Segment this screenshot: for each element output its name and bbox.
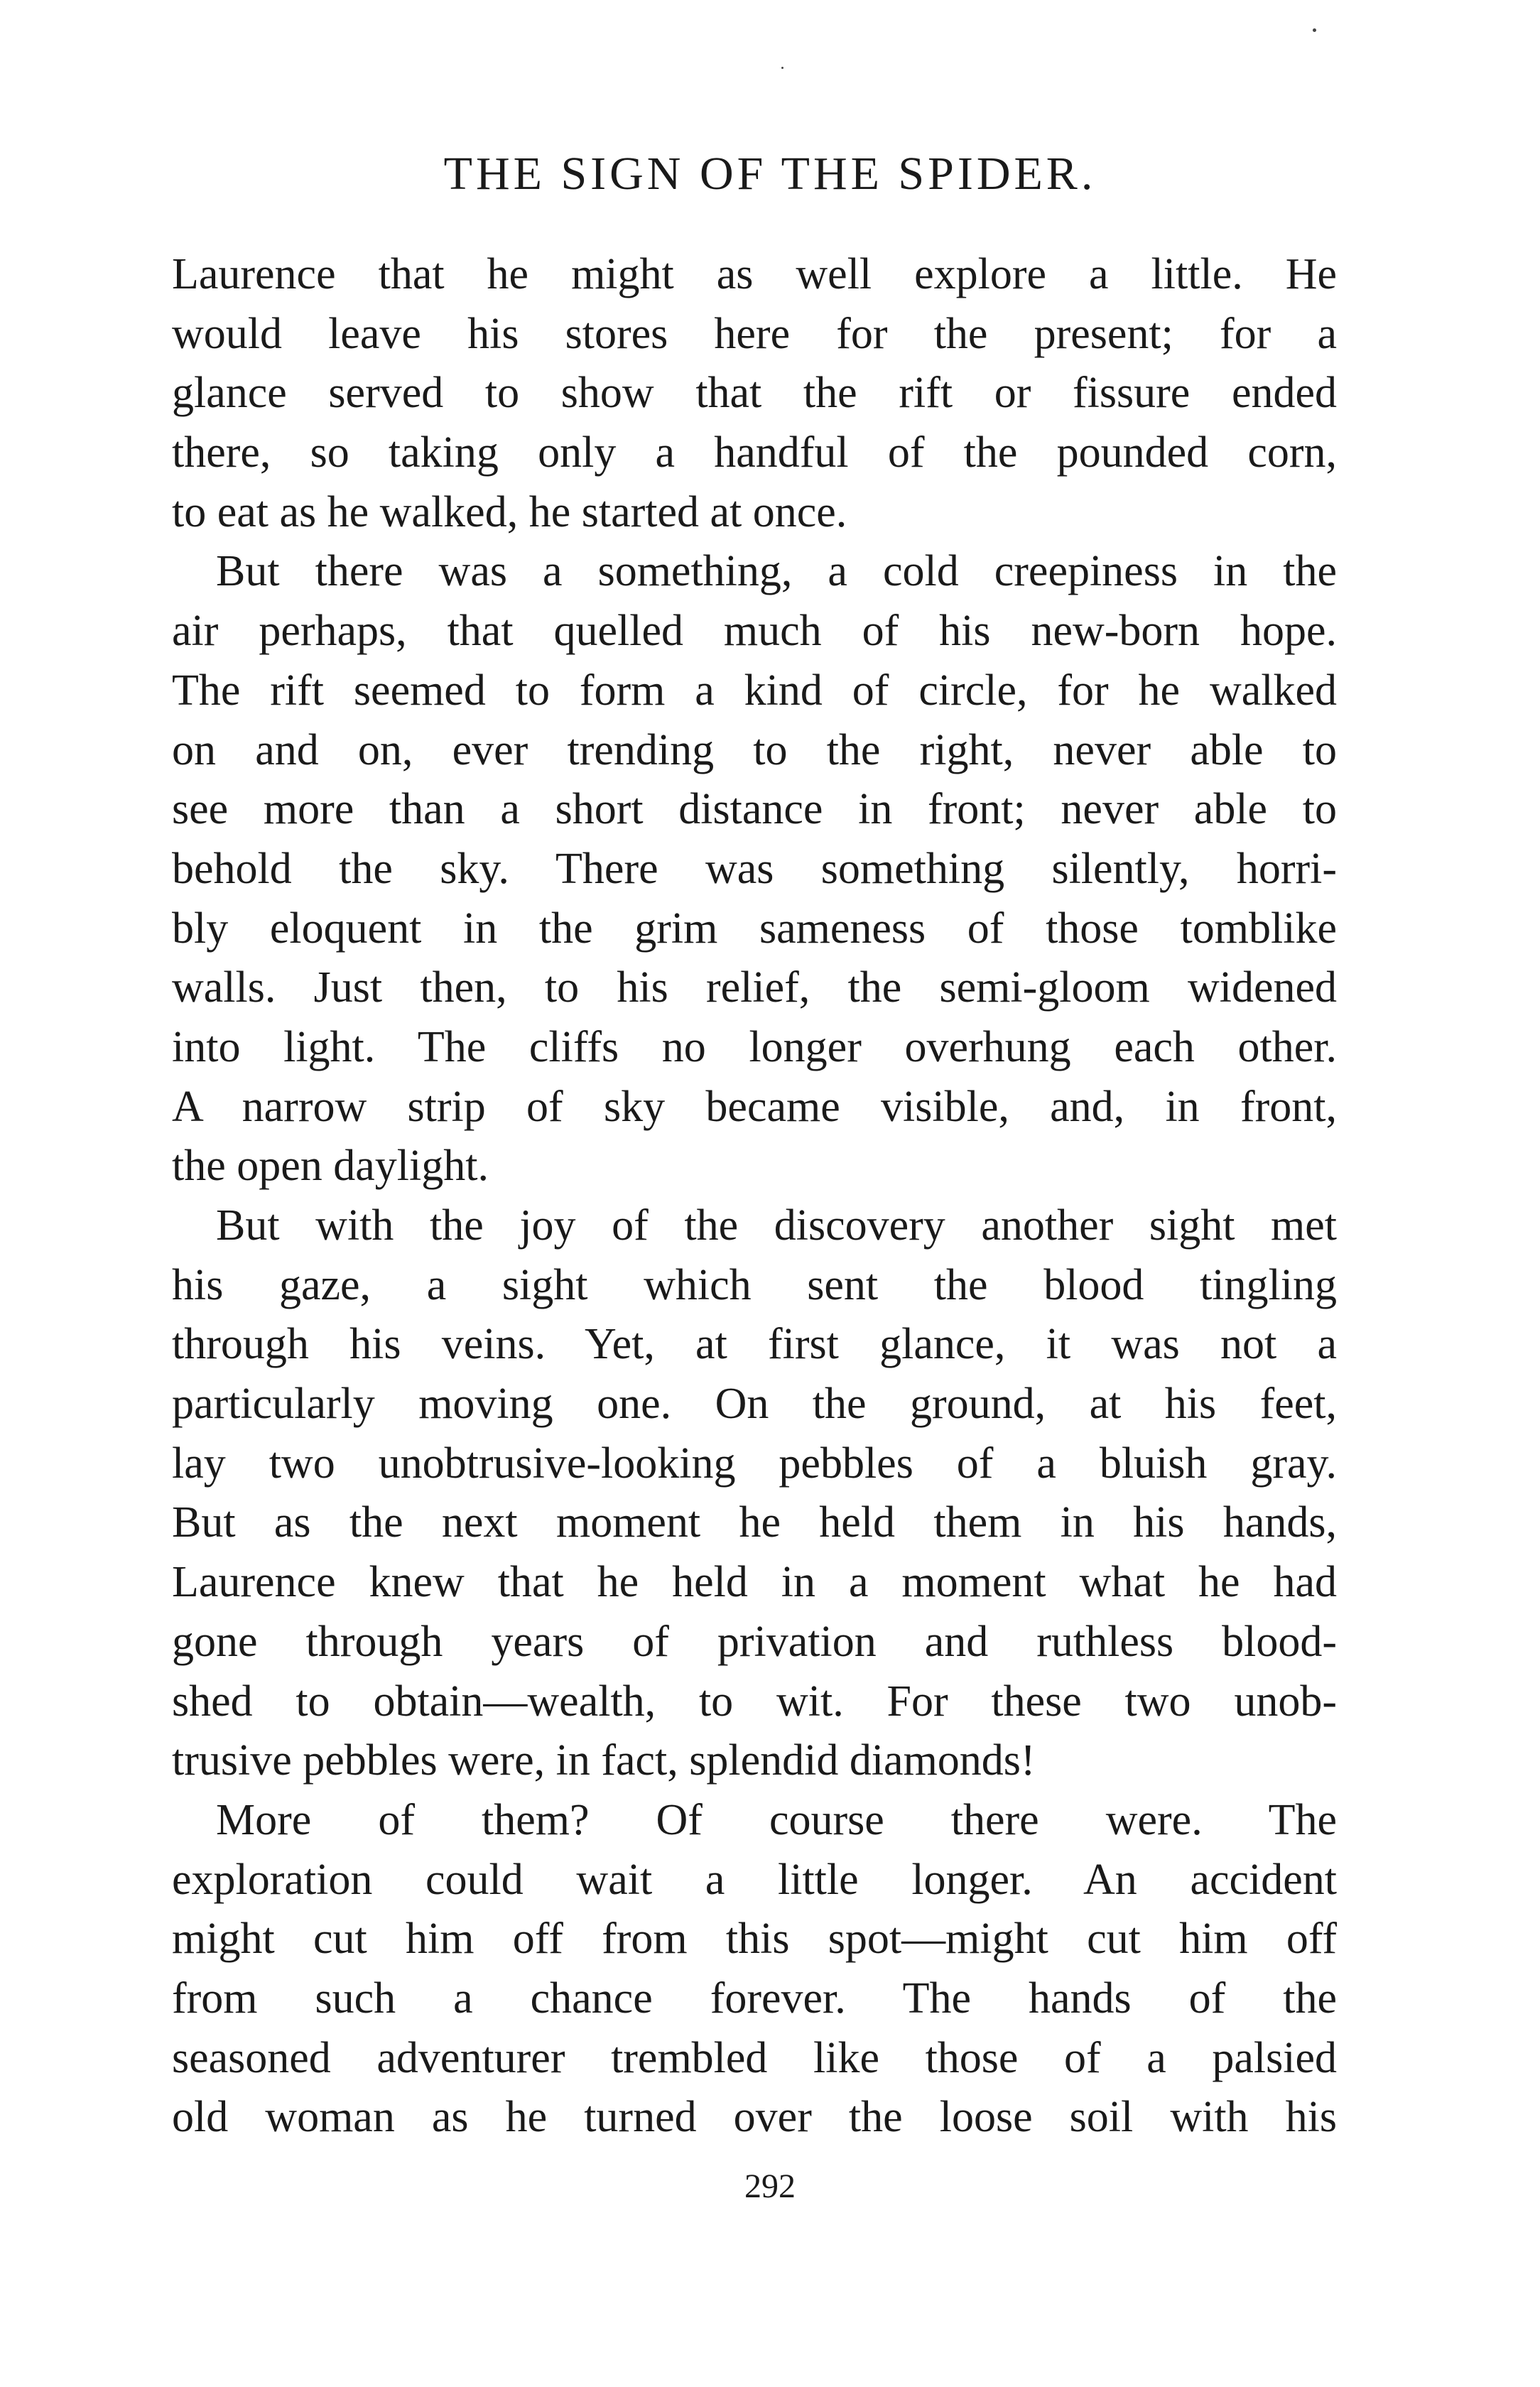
running-head: THE SIGN OF THE SPIDER.: [443, 148, 1097, 200]
text-line: Laurence knew that he held in a moment what he had: [172, 1558, 1337, 1607]
paragraph: [172, 1196, 1337, 1791]
text-line: But as the next moment he held them in his hands,: [172, 1498, 1337, 1547]
text-line: his gaze, a sight which sent the blood tingling: [172, 1260, 1337, 1309]
paragraph: [172, 542, 1337, 1196]
text-line: behold the sky. There was something silently, horri-: [172, 844, 1337, 893]
text-line: old woman as he turned over the loose soil with his: [172, 2093, 1337, 2142]
text-line: trusive pebbles were, in fact, splendid diamonds!: [172, 1736, 1036, 1785]
text-line: But there was a something, a cold creepiness in the: [216, 547, 1337, 596]
text-line: through his veins. Yet, at first glance, it was not a: [172, 1320, 1337, 1369]
body-text: [172, 245, 1337, 2148]
text-line: More of them? Of course there were. The: [216, 1795, 1337, 1844]
text-line: into light. The cliffs no longer overhung each other.: [172, 1022, 1337, 1071]
text-line: shed to obtain—wealth, to wit. For these two unob-: [172, 1677, 1337, 1726]
text-line: from such a chance forever. The hands of the: [172, 1974, 1337, 2023]
paragraph: [172, 1791, 1337, 2148]
text-line: the open daylight.: [172, 1142, 489, 1191]
page-number: 292: [744, 2167, 796, 2205]
scan-speck: [1313, 28, 1316, 32]
text-line: would leave his stores here for the present; for a: [172, 309, 1337, 358]
text-line: to eat as he walked, he started at once.: [172, 487, 847, 536]
text-line: A narrow strip of sky became visible, and, in front,: [172, 1082, 1337, 1131]
text-line: gone through years of privation and ruthless blood-: [172, 1617, 1337, 1666]
text-line: particularly moving one. On the ground, at his feet,: [172, 1380, 1337, 1429]
text-line: exploration could wait a little longer. An accident: [172, 1855, 1337, 1904]
text-line: there, so taking only a handful of the pounded corn,: [172, 428, 1337, 477]
text-line: see more than a short distance in front; never able to: [172, 785, 1337, 834]
text-line: might cut him off from this spot—might cut him off: [172, 1915, 1337, 1964]
text-line: air perhaps, that quelled much of his new-born hope.: [172, 607, 1337, 656]
text-line: lay two unobtrusive-looking pebbles of a bluish gray.: [172, 1439, 1337, 1488]
scan-speck: [781, 67, 783, 69]
text-line: walls. Just then, to his relief, the semi-gloom widened: [172, 963, 1337, 1012]
text-line: But with the joy of the discovery another sight met: [216, 1201, 1337, 1250]
paragraph: [172, 245, 1337, 542]
text-line: Laurence that he might as well explore a little. He: [172, 250, 1337, 298]
text-line: bly eloquent in the grim sameness of those tomblike: [172, 904, 1337, 953]
text-line: The rift seemed to form a kind of circle, for he walked: [172, 666, 1337, 715]
text-line: glance served to show that the rift or fissure ended: [172, 369, 1337, 418]
text-line: on and on, ever trending to the right, never able to: [172, 725, 1337, 774]
text-line: seasoned adventurer trembled like those of a palsied: [172, 2033, 1337, 2082]
